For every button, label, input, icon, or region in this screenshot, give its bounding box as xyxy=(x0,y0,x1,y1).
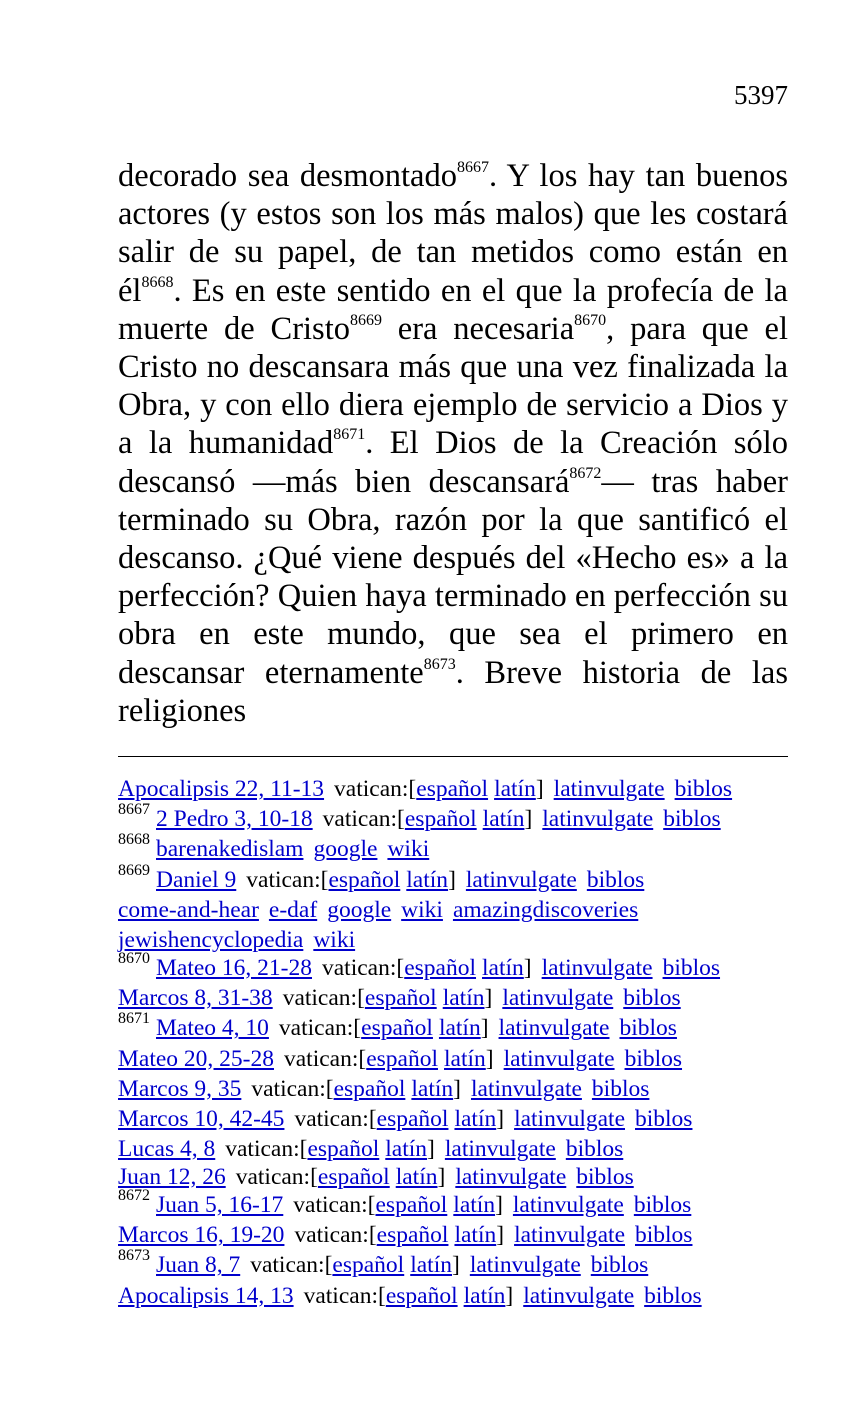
footnote-line xyxy=(118,861,798,895)
biblos-link[interactable]: biblos xyxy=(674,776,733,802)
bible-ref-link[interactable]: Marcos 8, 31-38 xyxy=(118,985,273,1012)
footnote-marker: 8670 xyxy=(118,949,150,967)
espanol-link[interactable]: español xyxy=(376,1222,449,1249)
bible-ref-link[interactable]: Marcos 10, 42-45 xyxy=(118,1105,285,1132)
espanol-link[interactable]: español xyxy=(333,1075,406,1102)
biblos-link[interactable]: biblos xyxy=(635,1105,693,1132)
latinvulgate-link[interactable]: latinvulgate xyxy=(541,954,653,981)
barenakedislam-link[interactable]: barenakedislam xyxy=(156,836,304,863)
espanol-link[interactable]: español xyxy=(328,866,401,893)
latinvulgate-link[interactable]: latinvulgate xyxy=(469,1252,581,1279)
bible-ref-link[interactable]: Juan 8, 7 xyxy=(156,1252,241,1279)
bracket-close: ] xyxy=(480,1015,489,1042)
bible-ref-link[interactable]: Apocalipsis 22, 11-13 xyxy=(118,776,325,802)
biblos-link[interactable]: biblos xyxy=(624,1045,683,1072)
footnote-line xyxy=(118,895,798,925)
vatican-label: vatican:[ xyxy=(284,1045,367,1072)
page-number: 5397 xyxy=(734,80,788,110)
body-segment: decorado sea desmontado xyxy=(118,158,457,194)
body-segment: era necesaria xyxy=(381,310,575,347)
footnote-marker: 8672 xyxy=(118,1187,150,1205)
latinvulgate-link[interactable]: latinvulgate xyxy=(514,1105,625,1132)
latin-link[interactable]: latín xyxy=(482,954,524,981)
body-paragraph xyxy=(118,157,788,730)
bible-ref-link[interactable]: Marcos 9, 35 xyxy=(118,1075,242,1102)
footnotes xyxy=(118,774,798,1311)
bracket-close: ] xyxy=(448,866,456,893)
body-segment: , para que el Cristo no descansara más que una vez finalizada la Obra, y con ello diera ejemplo de servicio a Dios y a la humanidad xyxy=(118,310,788,462)
biblos-link[interactable]: biblos xyxy=(633,1192,692,1219)
bracket-close: ] xyxy=(485,1045,494,1072)
espanol-link[interactable]: español xyxy=(307,1136,380,1163)
wiki-link[interactable]: wiki xyxy=(387,836,430,863)
bible-ref-link[interactable]: Marcos 16, 19-20 xyxy=(118,1222,285,1249)
biblos-link[interactable]: biblos xyxy=(635,1222,693,1249)
footnote-line xyxy=(118,1074,798,1104)
latin-link[interactable]: latín xyxy=(438,1015,481,1042)
vatican-label: vatican:[ xyxy=(282,985,365,1012)
latin-link[interactable]: latín xyxy=(453,1192,496,1219)
bible-ref-link[interactable]: Juan 5, 16-17 xyxy=(156,1192,284,1219)
vatican-label: vatican:[ xyxy=(235,1164,318,1191)
vatican-label: vatican:[ xyxy=(251,1075,334,1102)
espanol-link[interactable]: español xyxy=(404,806,477,833)
footnote-ref-8670[interactable]: 8670 xyxy=(574,311,607,329)
footnote-ref-8671[interactable]: 8671 xyxy=(333,426,366,444)
biblos-link[interactable]: biblos xyxy=(644,1282,702,1309)
latin-link[interactable]: latín xyxy=(410,1252,452,1279)
bracket-close: ] xyxy=(523,954,532,981)
vatican-label: vatican:[ xyxy=(303,1282,386,1309)
footnote-line xyxy=(118,1134,798,1162)
footnote-line xyxy=(118,1281,798,1311)
footnote-line xyxy=(118,774,798,804)
footnote-line xyxy=(118,1010,798,1043)
bible-ref-link[interactable]: Apocalipsis 14, 13 xyxy=(118,1282,294,1309)
wiki-link[interactable]: wiki xyxy=(313,926,356,953)
espanol-link[interactable]: español xyxy=(404,954,477,981)
footnote-line xyxy=(118,831,798,864)
latin-link[interactable]: latín xyxy=(482,806,525,833)
latinvulgate-link[interactable]: latinvulgate xyxy=(444,1136,556,1163)
latin-link[interactable]: latín xyxy=(454,1105,497,1132)
biblos-link[interactable]: biblos xyxy=(619,1015,677,1042)
google-link[interactable]: google xyxy=(313,836,378,863)
vatican-label: vatican:[ xyxy=(334,776,417,802)
body-segment: — tras haber terminado su Obra, razón por la que santificó el descanso. ¿Qué viene después del «Hecho es» a la perfección? Quien haya terminado en perfección su obra en este mundo, que sea el primero en descansar eternamente xyxy=(118,463,788,691)
bracket-close: ] xyxy=(484,985,493,1012)
bracket-close: ] xyxy=(496,1222,505,1249)
come-and-hear-link[interactable]: come-and-hear xyxy=(118,896,259,923)
espanol-link[interactable]: español xyxy=(385,1282,458,1309)
footnote-marker: 8669 xyxy=(118,861,150,879)
biblos-link[interactable]: biblos xyxy=(663,806,721,833)
latin-link[interactable]: latín xyxy=(444,1045,486,1072)
footnote-ref-8668[interactable]: 8668 xyxy=(141,273,174,291)
bracket-close: ] xyxy=(535,776,544,802)
espanol-link[interactable]: español xyxy=(366,1045,439,1072)
bracket-close: ] xyxy=(505,1282,514,1309)
footnote-ref-8669[interactable]: 8669 xyxy=(349,311,382,329)
biblos-link[interactable]: biblos xyxy=(623,985,681,1012)
bracket-close: ] xyxy=(524,806,533,833)
bracket-close: ] xyxy=(496,1105,505,1132)
latinvulgate-link[interactable]: latinvulgate xyxy=(470,1075,582,1102)
vatican-label: vatican:[ xyxy=(294,1105,377,1132)
espanol-link[interactable]: español xyxy=(361,1015,433,1042)
footnote-marker: 8673 xyxy=(118,1247,150,1265)
bracket-close: ] xyxy=(453,1075,461,1102)
body-segment: . Breve historia de las religiones xyxy=(118,654,788,729)
latin-link[interactable]: latín xyxy=(494,776,536,802)
latin-link[interactable]: latín xyxy=(411,1075,454,1102)
body-segment: . Es en este sentido en el que la profecía de la muerte de Cristo xyxy=(118,272,788,347)
latinvulgate-link[interactable]: latinvulgate xyxy=(465,866,577,893)
footnote-ref-8673[interactable]: 8673 xyxy=(423,655,456,673)
body-segment: . Y los hay tan buenos actores (y estos son los más malos) que les costará salir de su papel, de tan metidos como están en él xyxy=(118,158,788,309)
bible-ref-link[interactable]: Lucas 4, 8 xyxy=(118,1136,216,1163)
latin-link[interactable]: latín xyxy=(406,866,449,893)
espanol-link[interactable]: español xyxy=(375,1192,448,1219)
vatican-label: vatican:[ xyxy=(294,1222,377,1249)
bible-ref-link[interactable]: Juan 12, 26 xyxy=(118,1164,226,1191)
biblos-link[interactable]: biblos xyxy=(590,1252,649,1279)
latinvulgate-link[interactable]: latinvulgate xyxy=(498,1015,610,1042)
wiki-link[interactable]: wiki xyxy=(401,896,443,923)
biblos-link[interactable]: biblos xyxy=(576,1164,634,1191)
footnote-marker: 8671 xyxy=(118,1010,150,1028)
espanol-link[interactable]: español xyxy=(376,1105,449,1132)
bible-ref-link[interactable]: Daniel 9 xyxy=(156,866,237,893)
latin-link[interactable]: latín xyxy=(463,1282,506,1309)
footnote-line xyxy=(118,925,798,953)
jewishencyclopedia-link[interactable]: jewishencyclopedia xyxy=(118,926,304,953)
espanol-link[interactable]: español xyxy=(364,985,437,1012)
footnote-line xyxy=(118,1187,798,1220)
footnote-line xyxy=(118,1044,798,1074)
body-segment: . El Dios de la Creación sólo descansó —más bien descansará xyxy=(118,425,788,500)
latinvulgate-link[interactable]: latinvulgate xyxy=(553,776,665,802)
amazingdiscoveries-link[interactable]: amazingdiscoveries xyxy=(452,896,639,923)
bracket-close: ] xyxy=(452,1252,460,1279)
bible-ref-link[interactable]: Mateo 16, 21-28 xyxy=(156,954,312,981)
footnote-separator xyxy=(118,756,788,757)
latin-link[interactable]: latín xyxy=(385,1136,428,1163)
biblos-link[interactable]: biblos xyxy=(662,954,721,981)
e-daf-link[interactable]: e-daf xyxy=(268,896,318,923)
latinvulgate-link[interactable]: latinvulgate xyxy=(455,1164,567,1191)
vatican-label: vatican:[ xyxy=(322,806,405,833)
vatican-label: vatican:[ xyxy=(246,866,329,893)
vatican-label: vatican:[ xyxy=(250,1252,333,1279)
footnote-line xyxy=(118,801,798,834)
bracket-close: ] xyxy=(495,1192,503,1219)
vatican-label: vatican:[ xyxy=(278,1015,362,1042)
footnote-ref-8667[interactable]: 8667 xyxy=(456,159,489,176)
footnote-line xyxy=(118,1162,798,1190)
latinvulgate-link[interactable]: latinvulgate xyxy=(503,1045,615,1072)
footnote-line xyxy=(118,1220,798,1250)
latinvulgate-link[interactable]: latinvulgate xyxy=(502,985,614,1012)
latin-link[interactable]: latín xyxy=(395,1164,438,1191)
biblos-link[interactable]: biblos xyxy=(586,866,645,893)
footnote-ref-8672[interactable]: 8672 xyxy=(569,464,602,482)
vatican-label: vatican:[ xyxy=(225,1136,308,1163)
espanol-link[interactable]: español xyxy=(317,1164,390,1191)
latinvulgate-link[interactable]: latinvulgate xyxy=(514,1222,625,1249)
latin-link[interactable]: latín xyxy=(454,1222,497,1249)
bible-ref-link[interactable]: Mateo 20, 25-28 xyxy=(118,1045,274,1072)
footnote-line xyxy=(118,1247,798,1280)
google-link[interactable]: google xyxy=(327,896,392,923)
biblos-link[interactable]: biblos xyxy=(565,1136,624,1163)
bible-ref-link[interactable]: 2 Pedro 3, 10-18 xyxy=(156,806,313,833)
latinvulgate-link[interactable]: latinvulgate xyxy=(512,1192,624,1219)
footnote-line xyxy=(118,983,798,1013)
bracket-close: ] xyxy=(427,1136,435,1163)
footnote-marker: 8667 xyxy=(118,801,150,819)
espanol-link[interactable]: español xyxy=(332,1252,405,1279)
bracket-close: ] xyxy=(437,1164,446,1191)
biblos-link[interactable]: biblos xyxy=(591,1075,650,1102)
espanol-link[interactable]: español xyxy=(416,776,489,802)
bible-ref-link[interactable]: Mateo 4, 10 xyxy=(156,1015,269,1042)
footnote-line xyxy=(118,1104,798,1134)
vatican-label: vatican:[ xyxy=(293,1192,376,1219)
footnote-marker: 8668 xyxy=(118,831,150,849)
footnote-line xyxy=(118,949,798,983)
latinvulgate-link[interactable]: latinvulgate xyxy=(523,1282,635,1309)
latinvulgate-link[interactable]: latinvulgate xyxy=(542,806,654,833)
latin-link[interactable]: latín xyxy=(442,985,485,1012)
vatican-label: vatican:[ xyxy=(322,954,405,981)
